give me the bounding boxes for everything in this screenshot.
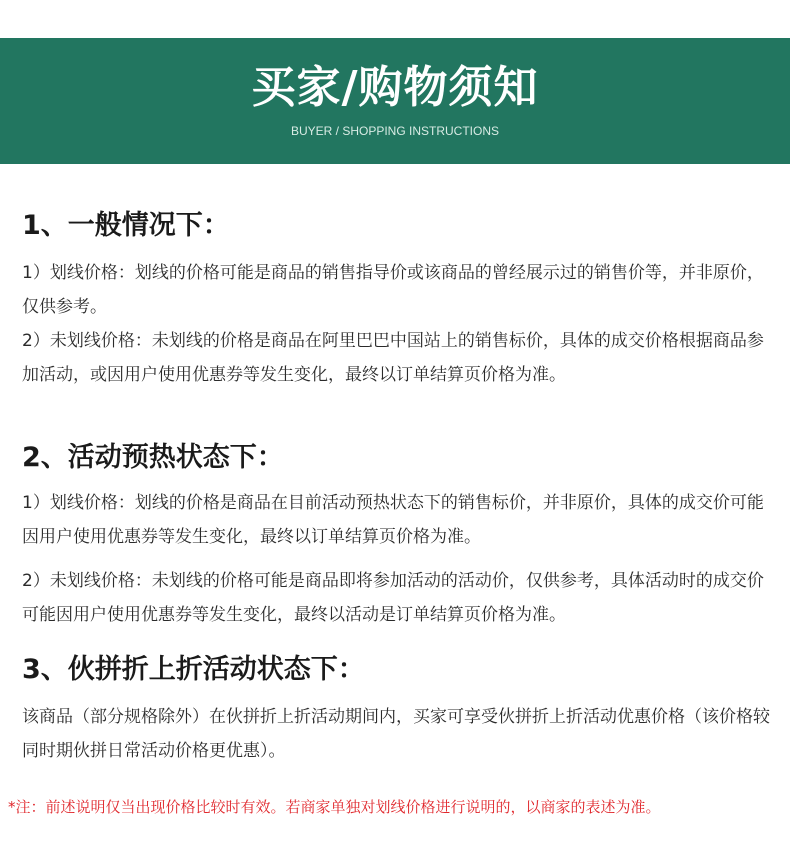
section-1-paragraph-2: 2）未划线价格：未划线的价格是商品在阿里巴巴中国站上的销售标价，具体的成交价格根据商品参加活动，或因用户使用优惠券等发生变化，最终以订单结算页价格为准。 [22, 331, 764, 385]
section-2-paragraph-2: 2）未划线价格：未划线的价格可能是商品即将参加活动的活动价，仅供参考，具体活动时的成交价可能因用户使用优惠券等发生变化，最终以活动是订单结算页价格为准。 [22, 571, 764, 625]
section-2-paragraph-1: 1）划线价格：划线的价格是商品在目前活动预热状态下的销售标价，并非原价，具体的成交价可能因用户使用优惠券等发生变化，最终以订单结算页价格为准。 [22, 493, 764, 547]
header-banner [0, 38, 790, 164]
footnote: *注：前述说明仅当出现价格比较时有效。若商家单独对划线价格进行说明的，以商家的表述为准。 [8, 798, 661, 816]
section-1-paragraph-1: 1）划线价格：划线的价格可能是商品的销售指导价或该商品的曾经展示过的销售价等，并非原价，仅供参考。 [22, 263, 764, 317]
section-3-heading: 3、伙拼折上折活动状态下： [22, 654, 365, 685]
section-2-heading: 2、活动预热状态下： [22, 442, 284, 473]
page-subtitle: BUYER / SHOPPING INSTRUCTIONS [290, 124, 500, 138]
section-1-heading: 1、一般情况下： [22, 210, 230, 241]
page-title: 买家/购物须知 [251, 62, 539, 113]
section-3-paragraph-1: 该商品（部分规格除外）在伙拼折上折活动期间内，买家可享受伙拼折上折活动优惠价格（该价格较同时期伙拼日常活动价格更优惠）。 [22, 707, 770, 761]
